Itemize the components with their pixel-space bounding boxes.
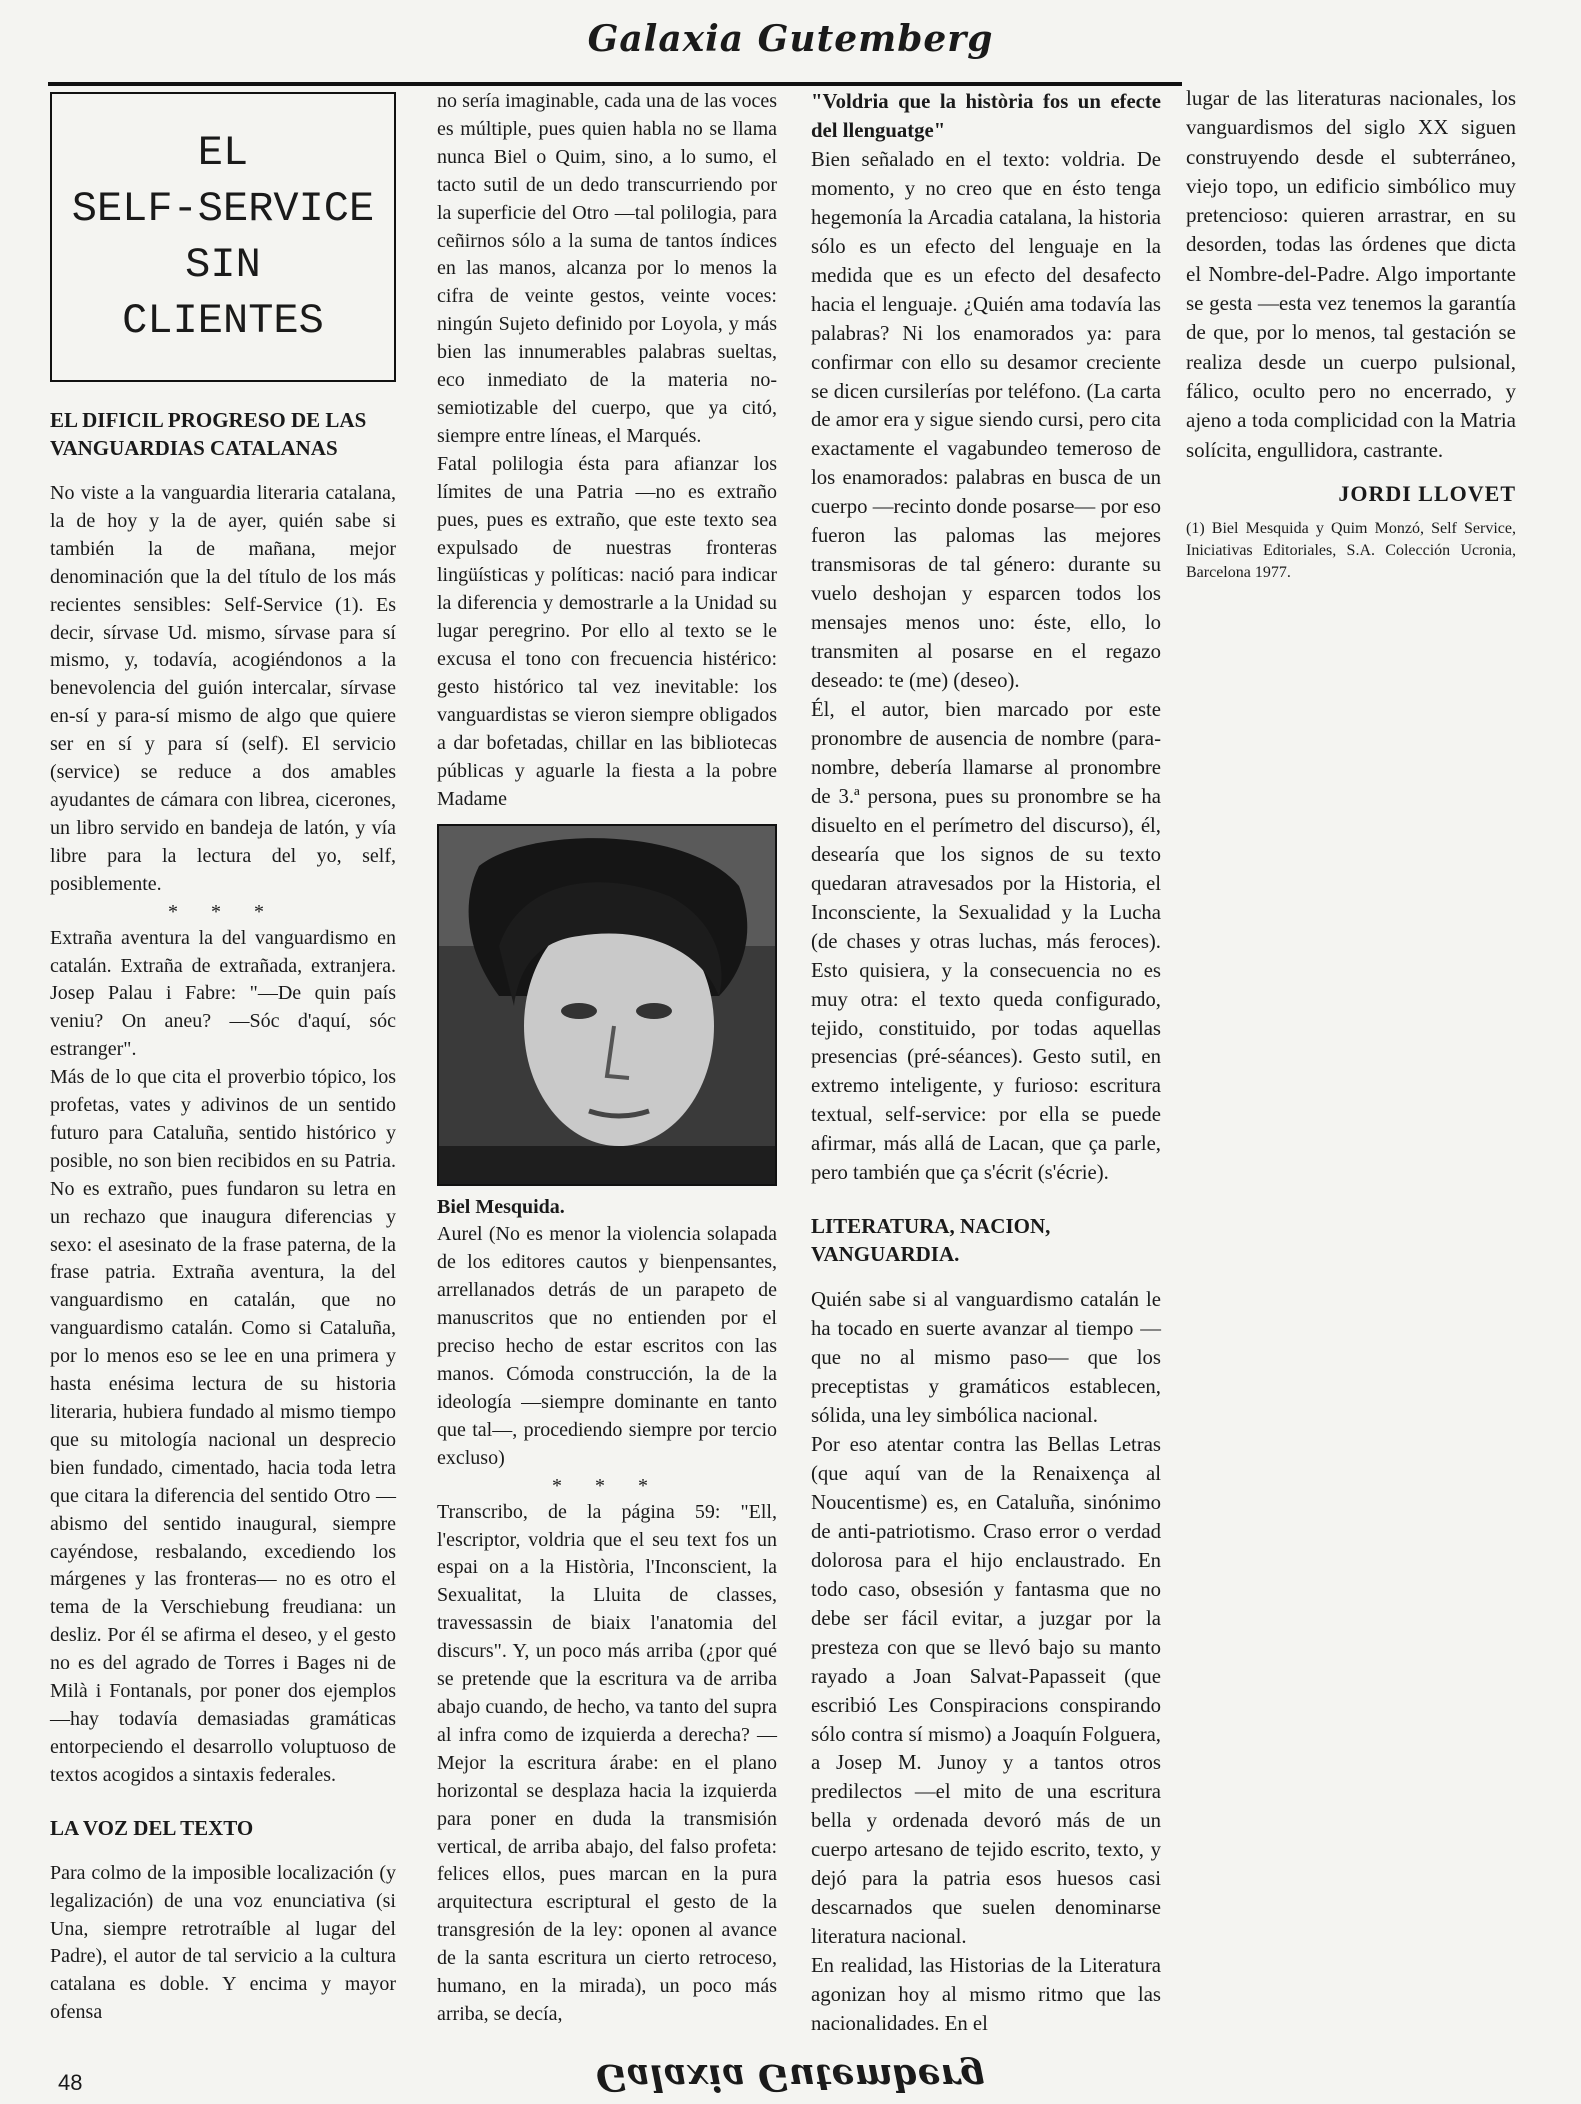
column-2 xyxy=(437,88,777,2029)
column-1 xyxy=(50,88,396,2027)
paragraph: Bien señalado en el texto: voldria. De momento, y no creo que en ésto tenga hegemonía la Arcadia catalana, la historia sólo es un efecto del lenguaje en la medida que es un efecto del desafecto hacia el lenguaje. ¿Quién ama todavía las palabras? Ni los enamorados ya: para confirmar con ello su desamor creciente se dicen cursilerías por teléfono. (La carta de amor era y sigue siendo cursi, pero cita exactamente el vagabundeo temeroso de los enamorados: palabras en busca de un cuerpo —recinto donde posarse— por eso fueron las palomas las mejores transmisoras de tal género: durante su vuelo deshojan y esparcen todos los mensajes menos uno: éste, ello, lo transmiten al posarse en el regazo deseado: te (me) (deseo). xyxy=(811,148,1161,693)
column-4 xyxy=(1186,84,1516,584)
paragraph: No viste a la vanguardia literaria catalana, la de hoy y la de ayer, quién sabe si también la de mañana, mejor denominación que la del título de los más recientes sensibles: Self-Service (1). Es decir, sírvase Ud. mismo, sírvase para sí mismo, y, todavía, acogiéndonos a la benevolencia del guión intercalar, sírvase en-sí y para-sí mismo de algo que quiere ser en sí y para sí (self). El servicio (service) se reduce a dos amables ayudantes de cámara con librea, cicerones, un libro servido en bandeja de latón, y vía libre para la lectura del yo, self, posiblemente. xyxy=(50,482,396,895)
footnote: (1) Biel Mesquida y Quim Monzó, Self Service, Iniciativas Editoriales, S.A. Colección Ucronia, Barcelona 1977. xyxy=(1186,520,1516,582)
paragraph: En realidad, las Historias de la Literatura agonizan hoy al mismo ritmo que las nacionalidades. En el xyxy=(811,1955,1161,2036)
paragraph: no sería imaginable, cada una de las voces es múltiple, pues quien habla no se llama nunca Biel o Quim, sino, a lo sumo, el tacto sutil de un dedo transcurriendo por la superficie del Otro —tal polilogia, para ceñirnos sólo a la suma de tantos índices en las manos, alcanza por lo menos la cifra de veinte gestos, veinte voces: ningún Sujeto definido por Loyola, y más bien las innumerables palabras sueltas, eco inmediato de la materia no-semiotizable del cuerpo, que ya citó, siempre entre líneas, el Marqués. xyxy=(437,90,777,447)
photo-caption: Biel Mesquida. xyxy=(437,1195,565,1218)
author-signature: JORDI LLOVET xyxy=(1338,480,1516,506)
quote: "Voldria que la història fos un efecte del llenguatge" xyxy=(811,91,1161,142)
paragraph: Quién sabe si al vanguardismo catalán le ha tocado en suerte avanzar al tiempo —que no al mismo paso— que los preceptistas y gramáticos establecen, sólida, una ley simbólica nacional. xyxy=(811,1289,1161,1428)
title-line: EL xyxy=(197,129,249,177)
section-heading: LA VOZ DEL TEXTO xyxy=(50,1815,254,1840)
header-rule xyxy=(48,82,1182,86)
paragraph: lugar de las literaturas nacionales, los vanguardismos del siglo XX siguen construyendo desde el subterráneo, viejo topo, un edificio simbólico muy pretencioso: quieren arrastrar, en su desorden, todas las órdenes que dicta el Nombre-del-Padre. Algo importante se gesta —esta vez tenemos la garantía de que, por lo menos, tal gestación se realiza desde un cuerpo pulsional, fálico, oculto pero no encerrado, y ajeno a toda complicidad con la Matria solícita, engullidora, castrante. xyxy=(1186,86,1516,462)
column-3 xyxy=(811,88,1161,2039)
page-number: 48 xyxy=(58,2070,83,2095)
section-heading: LITERATURA, NACION, VANGUARDIA. xyxy=(811,1214,1051,1267)
masthead: Galaxia Gutemberg xyxy=(587,18,994,60)
paragraph: Fatal polilogia ésta para afianzar los límites de una Patria —no es extraño pues, pues es extraño, que este texto sea expulsado de nuestras fronteras lingüísticas y políticas: nació para indicar la diferencia y demostrarle a la Unidad su lugar peregrino. Por ello al texto se le excusa el tono con frecuencia histérico: gesto histórico tal vez inevitable: los vanguardistas se vieron siempre obligados a dar bofetadas, chillar en las bibliotecas públicas y aguarle la fiesta a la pobre Madame xyxy=(437,452,777,810)
paragraph: Transcribo, de la página 59: "Ell, l'escriptor, voldria que el seu text fos un espai on a la Història, l'Inconscient, la Sexualitat, la Lluita de classes, travessassin de biaix l'anatomia del discurs". Y, un poco más arriba (¿por qué se pretende que la escritura va de arriba abajo cuando, de hecho, va tanto del supra al infra como de izquierda a derecha? —Mejor la escritura árabe: en el plano horizontal se desplaza hacia la izquierda para poner en duda la transmisión vertical, de arriba abajo, del falso profeta: felices ellos, pues marcan en la pura arquitectura escriptural el gesto de la transgresión de la ley: oponen al avance de la santa escritura un cierto retroceso, humano, en la mirada), un poco más arriba, se decía, xyxy=(437,1500,777,2025)
paragraph: Extraña aventura la del vanguardismo en catalán. Extraña de extrañada, extranjera. Josep Palau i Fabre: "—De quin país veniu? On aneu? —Sóc d'aquí, sóc estranger". xyxy=(50,926,396,1061)
section-separator: * * * xyxy=(168,900,278,923)
title-line: CLIENTES xyxy=(122,297,324,345)
author-photo xyxy=(437,824,777,1186)
section-separator: * * * xyxy=(552,1474,662,1497)
paragraph: Él, el autor, bien marcado por este pronombre de ausencia de nombre (para-nombre, debería llamarse al pronombre de 3.ª persona, pues su pronombre se ha disuelto en el perímetro del discurso), él, desearía que los signos de su texto quedaran atravesados por la Historia, el Inconsciente, la Sexualidad y la Lucha (de chases y otras luchas, más feroces). Esto quisiera, y la consecuencia no es muy otra: el texto queda configurado, tejido, constituido, por todas aquellas presencias (pré-séances). Gesto sutil, en extremo inteligente, y furioso: escritura textual, self-service: por ella se puede afirmar, más allá de Lacan, que ça parle, pero también que ça s'écrit (s'écrie). xyxy=(811,699,1161,1185)
paragraph: Más de lo que cita el proverbio tópico, los profetas, vates y adivinos de un sentido futuro para Cataluña, sentido histórico y posible, no son bien recibidos en su Patria. No es extraño, pues fundaron su letra en un rechazo que inaugura diferencias y sexo: el asesinato de la frase paterna, de la frase patria. Extraña aventura, la del vanguardismo en catalán, que no vanguardismo catalán. Como si Cataluña, por lo menos eso se lee en una primera y hasta enésima lectura de su historia literaria, hubiera fundado al mismo tiempo que su mitología nacional un desprecio bien fundado, cimentado, hacia toda letra que citara la diferencia del sentido Otro —abismo del sentido inaugural, siempre cayéndose, resbalando, excediendo los márgenes y las fronteras— no es otro el tema de la Verschiebung freudiana: un desliz. Por él se afirma el deseo, y el gesto no es del agrado de Torres i Bages ni de Milà i Fontanals, por poner dos ejemplos —hay todavía demasiadas gramáticas entorpeciendo el desarrollo voluptuoso de textos acogidos a sintaxis federales. xyxy=(50,1066,396,1786)
portrait-image xyxy=(439,826,775,1184)
paragraph: Para colmo de la imposible localización (y legalización) de una voz enunciativa (si Una, siempre retrotraíble al lugar del Padre), el autor de tal servicio a la cultura catalana es doble. Y encima y mayor ofensa xyxy=(50,1861,396,2024)
footer-masthead: Galaxia Gutemberg xyxy=(596,2056,985,2098)
title-line: SELF-SERVICE xyxy=(71,185,375,233)
paragraph: Por eso atentar contra las Bellas Letras (que aquí van de la Renaixença al Noucentisme) es, en Cataluña, sinónimo de anti-patriotismo. Craso error o verdad dolorosa para el hijo enclaustrado. En todo caso, obsesión y fantasma que no debe ser fácil evitar, a juzgar por la presteza con que se llevó bajo su manto rayado a Joan Salvat-Papasseit (que escribió Les Conspiracions conspirando sólo contra sí mismo) a Joaquín Folguera, a Josep M. Junoy y a tantos otros predilectos —el mito de una escritura bella y ordenada devoró más de un cuerpo artesano de tejido escrito, texto, y dejó para la patria esos huesos casi descarnados que suelen denominarse literatura nacional. xyxy=(811,1433,1161,1949)
paragraph: Aurel (No es menor la violencia solapada de los editores cautos y bienpensantes, arrellanados detrás de un parapeto de manuscritos que no entienden por el preciso hecho de estar escritos con las manos. Cómoda construcción, la de la ideología —siempre dominante en tanto que tal—, procediendo siempre por tercio excluso) xyxy=(437,1223,777,1469)
section-heading: EL DIFICIL PROGRESO DE LAS VANGUARDIAS CATALANAS xyxy=(50,408,367,460)
article-title-box xyxy=(50,92,396,382)
title-line: SIN xyxy=(185,241,261,289)
